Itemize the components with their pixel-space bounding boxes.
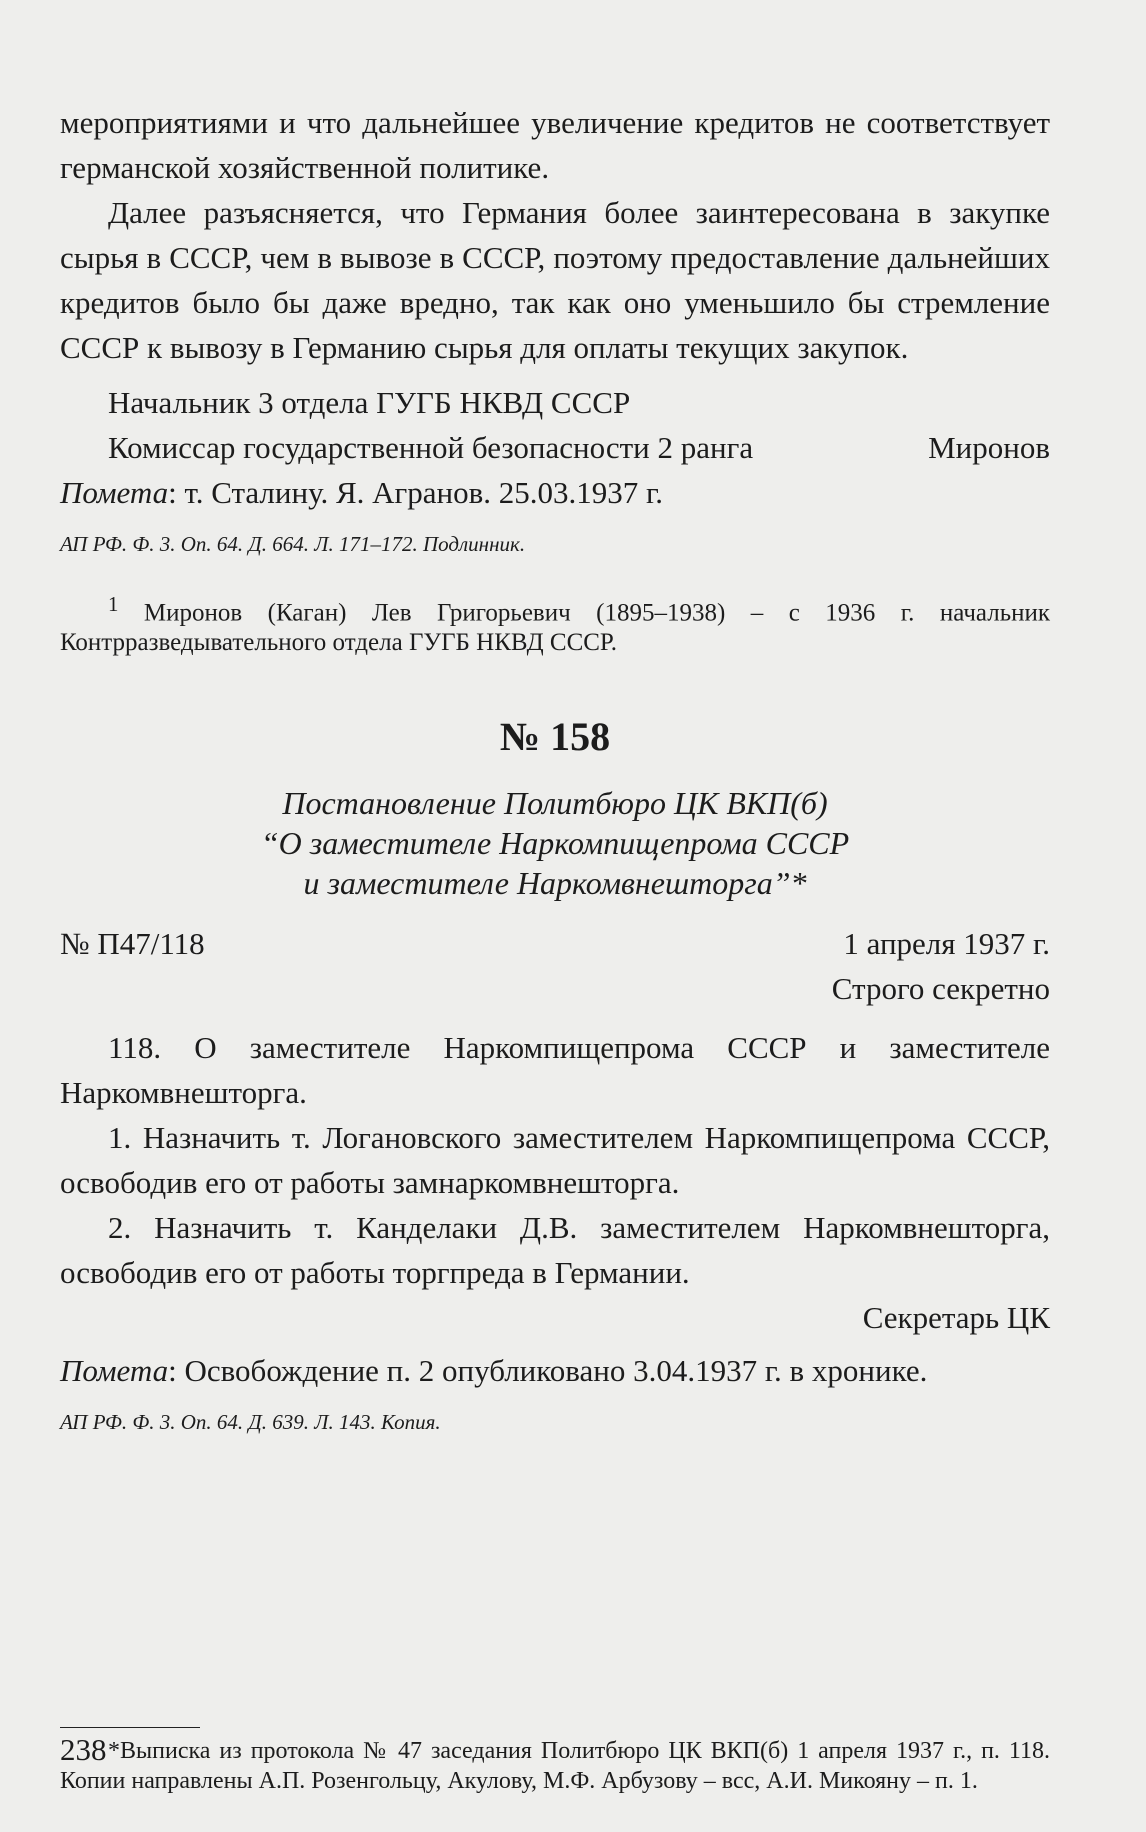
footnote-marker: 1 xyxy=(108,592,119,616)
document-title-line-3: и заместителе Наркомвнешторга”* xyxy=(303,865,807,902)
document-number: № 158 xyxy=(499,714,611,760)
document-title xyxy=(60,783,1050,903)
paragraph-germany-credits: Далее разъясняется, что Германия более заинтересована в закупке сырья в СССР, чем в вывозе в СССР, поэтому предоставление дальнейших кредитов было бы даже вредно, так как оно уменьшило бы стремление СССР к вывозу в Германию сырья для оплаты текущих закупок. xyxy=(60,195,1050,365)
signature-name: Миронов xyxy=(928,430,1050,465)
footnote-separator xyxy=(60,1727,200,1728)
footnote-protocol-extract: *Выписка из протокола № 47 заседания Политбюро ЦК ВКП(б) 1 апреля 1937 г., п. 118. Копии направлены А.П. Розенгольцу, Акулову, М.Ф. Арбузову – всс, А.И. Микояну – п. 1. xyxy=(60,1738,1050,1795)
document-date: 1 апреля 1937 г. xyxy=(843,926,1050,962)
secretary-signature: Секретарь ЦК xyxy=(862,1300,1050,1336)
footnote-text: Миронов (Каган) Лев Григорьевич (1895–1938) – с 1936 г. начальник Контрразведывательного отдела ГУГБ НКВД СССР. xyxy=(60,599,1050,657)
note-publication xyxy=(60,1348,1050,1393)
note-text: : т. Сталину. Я. Агранов. 25.03.1937 г. xyxy=(168,475,663,510)
decree-point-2: 2. Назначить т. Канделаки Д.В. заместителем Наркомвнешторга, освободив его от работы торгпреда в Германии. xyxy=(60,1210,1050,1291)
note-stalin xyxy=(60,470,1050,515)
document-title-line-1: Постановление Политбюро ЦК ВКП(б) xyxy=(282,785,828,822)
page-body xyxy=(60,100,1050,1796)
protocol-number: № П47/118 xyxy=(60,926,205,962)
signature-rank-row xyxy=(60,425,1050,470)
protocol-date-row xyxy=(60,921,1050,966)
note-label: Помета xyxy=(60,1353,169,1389)
page-number: 238 xyxy=(60,1732,107,1767)
archive-source-2: АП РФ. Ф. 3. Оп. 64. Д. 639. Л. 143. Копия. xyxy=(60,1410,441,1435)
signature-rank: Комиссар государственной безопасности 2 ранга xyxy=(108,430,754,465)
note-text: : Освобождение п. 2 опубликовано 3.04.1937 г. в хронике. xyxy=(168,1353,928,1389)
document-title-line-2: “О заместителе Наркомпищепрома СССР xyxy=(260,825,850,862)
note-label: Помета xyxy=(60,475,169,510)
decree-point-1: 1. Назначить т. Логановского заместителем Наркомпищепрома СССР, освободив его от работы замнаркомвнешторга. xyxy=(60,1120,1050,1201)
archive-source-1: АП РФ. Ф. 3. Оп. 64. Д. 664. Л. 171–172. Подлинник. xyxy=(60,532,526,556)
paragraph-continuation: мероприятиями и что дальнейшее увеличение кредитов не соответствует германской хозяйственной политике. xyxy=(60,105,1050,185)
secrecy-label: Строго секретно xyxy=(831,971,1050,1007)
signature-position: Начальник 3 отдела ГУГБ НКВД СССР xyxy=(108,385,631,420)
footnote-mironov xyxy=(60,589,1050,658)
decree-item-118: 118. О заместителе Наркомпищепрома СССР и заместителе Наркомвнешторга. xyxy=(60,1030,1050,1111)
